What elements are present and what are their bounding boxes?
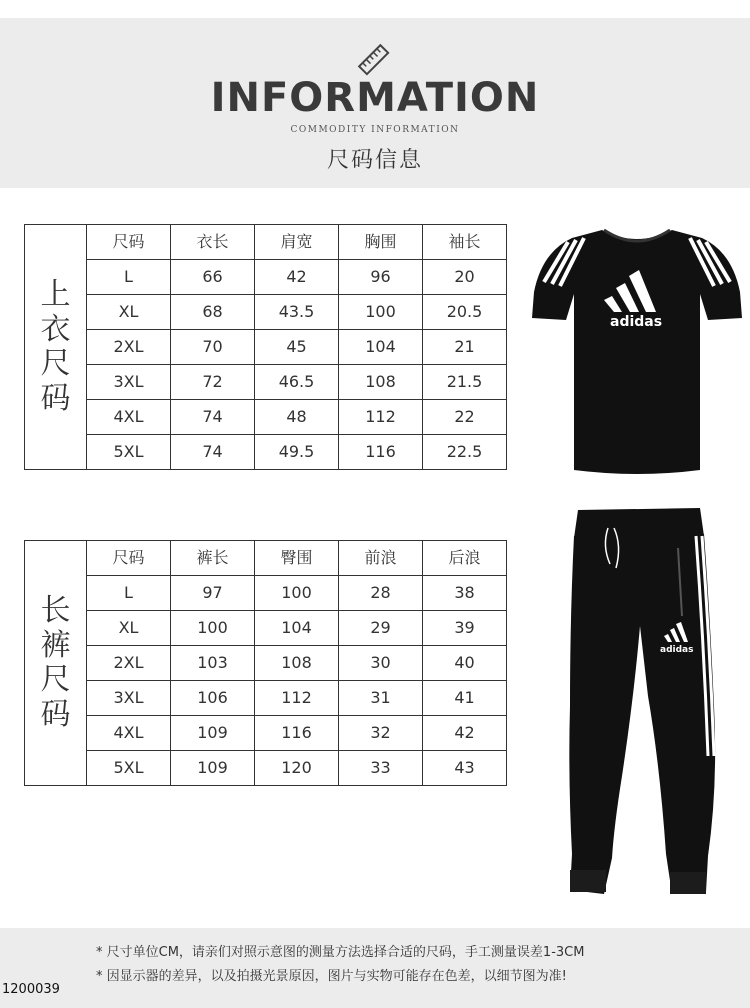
page-title: INFORMATION	[210, 75, 540, 121]
table-cell: 22	[423, 400, 507, 435]
pants-side-label: 长裤尺码	[25, 541, 87, 786]
table-row	[25, 611, 507, 646]
table-row	[25, 576, 507, 611]
table-cell: 68	[171, 295, 255, 330]
table-cell: 74	[171, 435, 255, 470]
table-cell: 100	[171, 611, 255, 646]
table-cell: 106	[171, 681, 255, 716]
table-cell: 100	[339, 295, 423, 330]
table-cell: 33	[339, 751, 423, 786]
table-cell: 21.5	[423, 365, 507, 400]
pants-brand: adidas	[660, 645, 694, 655]
table-cell: 31	[339, 681, 423, 716]
table-cell: 109	[171, 751, 255, 786]
table-cell: 21	[423, 330, 507, 365]
header-cell: 胸围	[339, 225, 423, 260]
table-cell: 28	[339, 576, 423, 611]
table-cell: 32	[339, 716, 423, 751]
table-header-row	[25, 225, 507, 260]
header-cell: 肩宽	[255, 225, 339, 260]
table-cell: 46.5	[255, 365, 339, 400]
pants-size-table	[24, 540, 507, 786]
table-cell: 120	[255, 751, 339, 786]
header-cell: 后浪	[423, 541, 507, 576]
table-cell: 2XL	[87, 330, 171, 365]
table-cell: 42	[255, 260, 339, 295]
color-diff-note: * 因显示器的差异，以及拍摄光景原因，图片与实物可能存在色差，以细节图为准!	[96, 969, 567, 984]
table-cell: 104	[339, 330, 423, 365]
tshirt-icon	[532, 222, 742, 474]
page-subtitle: COMMODITY INFORMATION	[290, 125, 460, 135]
table-cell: L	[87, 260, 171, 295]
product-code: 1200039	[2, 982, 60, 997]
ruler-icon	[356, 42, 392, 78]
table-cell: 41	[423, 681, 507, 716]
table-cell: 45	[255, 330, 339, 365]
header-cell: 袖长	[423, 225, 507, 260]
top-side-label: 上衣尺码	[25, 225, 87, 470]
table-row	[25, 435, 507, 470]
table-cell: 49.5	[255, 435, 339, 470]
table-cell: 20.5	[423, 295, 507, 330]
size-info-title: 尺码信息	[326, 148, 423, 173]
table-row	[25, 646, 507, 681]
table-cell: 43	[423, 751, 507, 786]
top-size-table	[24, 224, 507, 470]
table-row	[25, 330, 507, 365]
table-cell: 96	[339, 260, 423, 295]
table-cell: 74	[171, 400, 255, 435]
header-cell: 前浪	[339, 541, 423, 576]
table-cell: 39	[423, 611, 507, 646]
table-cell: 42	[423, 716, 507, 751]
table-cell: 97	[171, 576, 255, 611]
table-cell: 104	[255, 611, 339, 646]
table-cell: 43.5	[255, 295, 339, 330]
table-cell: 3XL	[87, 365, 171, 400]
table-row	[25, 260, 507, 295]
table-cell: 109	[171, 716, 255, 751]
header-cell: 尺码	[87, 225, 171, 260]
table-cell: 2XL	[87, 646, 171, 681]
table-cell: 48	[255, 400, 339, 435]
table-header-row	[25, 541, 507, 576]
table-cell: 38	[423, 576, 507, 611]
table-row	[25, 295, 507, 330]
table-cell: 112	[339, 400, 423, 435]
table-row	[25, 681, 507, 716]
pants-icon	[548, 506, 720, 898]
table-cell: 5XL	[87, 435, 171, 470]
table-cell: 112	[255, 681, 339, 716]
table-cell: 20	[423, 260, 507, 295]
table-row	[25, 365, 507, 400]
table-cell: 103	[171, 646, 255, 681]
table-cell: 72	[171, 365, 255, 400]
table-row	[25, 716, 507, 751]
header-cell: 裤长	[171, 541, 255, 576]
header-cell: 臀围	[255, 541, 339, 576]
table-cell: 40	[423, 646, 507, 681]
table-cell: 116	[339, 435, 423, 470]
table-cell: 66	[171, 260, 255, 295]
table-cell: 5XL	[87, 751, 171, 786]
header-cell: 衣长	[171, 225, 255, 260]
table-cell: 29	[339, 611, 423, 646]
tshirt-brand: adidas	[610, 314, 663, 330]
table-cell: 4XL	[87, 716, 171, 751]
table-cell: 70	[171, 330, 255, 365]
table-cell: 3XL	[87, 681, 171, 716]
table-cell: 22.5	[423, 435, 507, 470]
header-cell: 尺码	[87, 541, 171, 576]
table-cell: 108	[255, 646, 339, 681]
table-cell: XL	[87, 611, 171, 646]
table-cell: 4XL	[87, 400, 171, 435]
table-cell: 100	[255, 576, 339, 611]
table-cell: XL	[87, 295, 171, 330]
table-cell: L	[87, 576, 171, 611]
table-row	[25, 751, 507, 786]
table-cell: 108	[339, 365, 423, 400]
table-cell: 116	[255, 716, 339, 751]
table-row	[25, 400, 507, 435]
size-unit-note: * 尺寸单位CM，请亲们对照示意图的测量方法选择合适的尺码，手工测量误差1-3CM	[96, 945, 585, 960]
table-cell: 30	[339, 646, 423, 681]
